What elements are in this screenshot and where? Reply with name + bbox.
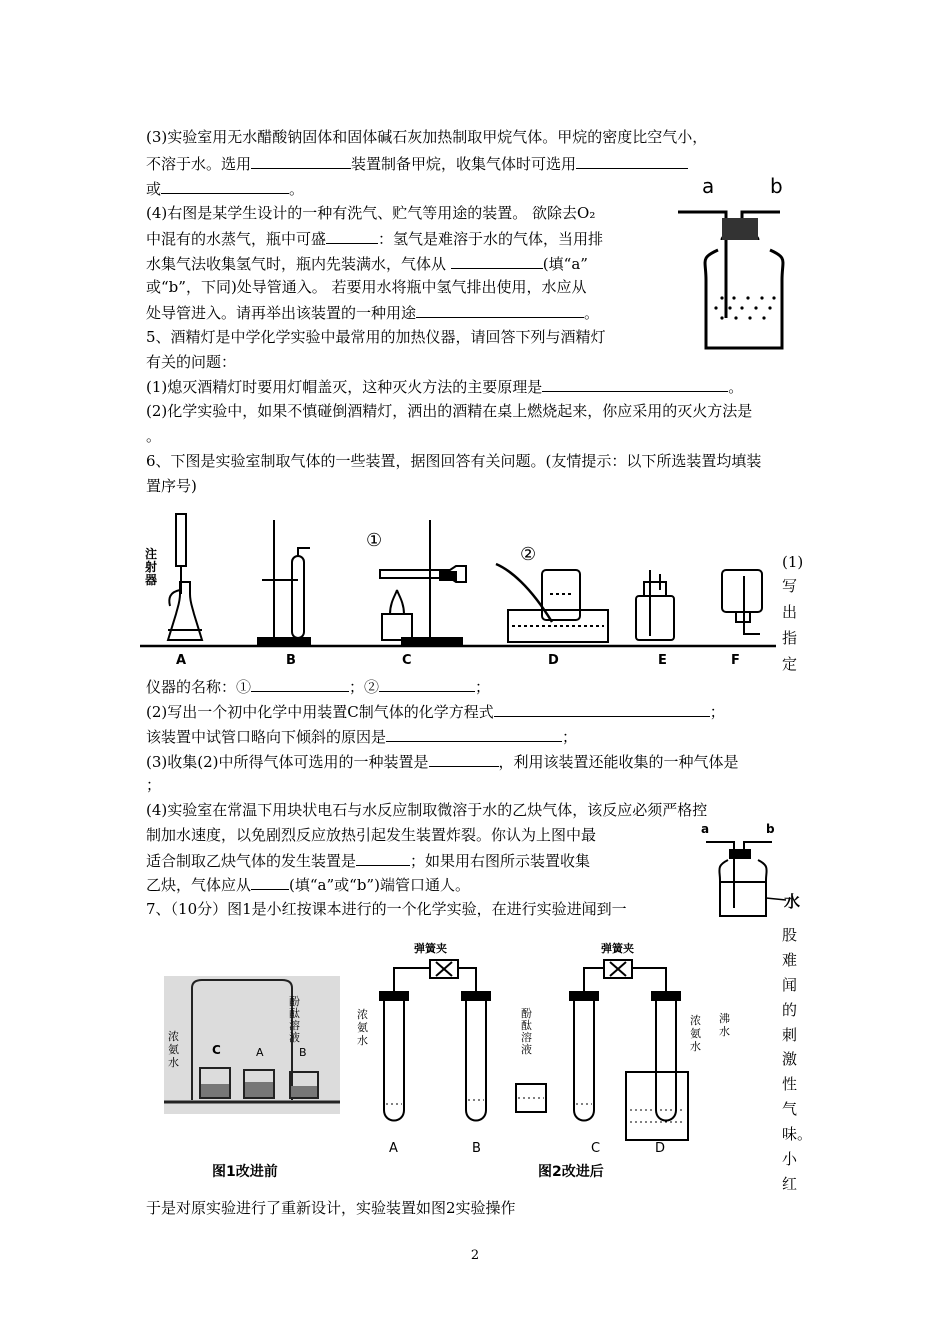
fig1-A-label: A [256, 1046, 264, 1059]
fig1-phenol-label: 酚酞溶液 [289, 995, 300, 1044]
q6-line1: 6、下图是实验室制取气体的一些装置，据图回答有关问题。(友情提示：以下所选装置均填装 [146, 452, 762, 470]
q4-p4-line3: 水集气法收集氢气时，瓶内先装满水，气体从 (填“a” [146, 255, 588, 273]
q4-p4-line1: (4)右图是某学生设计的一种有洗气、贮气等用途的装置。 欲除去O₂ [146, 204, 596, 222]
q5-line3: (1)熄灭酒精灯时要用灯帽盖灭，这种灭火方法的主要原理是 。 [146, 378, 744, 396]
q6-line10: 适合制取乙炔气体的发生装置是 ；如果用右图所示装置收集 [146, 852, 591, 870]
gas-washing-bottle-figure [670, 200, 810, 360]
q5-line4: (2)化学实验中，如果不慎碰倒酒精灯，洒出的酒精在桌上燃烧起来，你应采用的灭火方法是 [146, 402, 753, 420]
answer-blank[interactable] [251, 153, 351, 169]
fig2-A-label: A [389, 1141, 398, 1156]
q4-p4-line5: 处导管进入。请再举出该装置的一种用途 。 [146, 304, 600, 322]
q6-line6: (3)收集(2)中所得气体可选用的一种装置是 ，利用该装置还能收集的一种气体是 [146, 753, 739, 771]
fig2-B-label: B [472, 1141, 481, 1156]
fig2-conc-ammonia-right: 浓氨水 [690, 1014, 701, 1053]
fig2-spring-clip-left: 弹簧夹 [414, 942, 447, 955]
fig1-B-label: B [299, 1046, 307, 1059]
q7-last-line: 于是对原实验进行了重新设计，实验装置如图2实验操作 [146, 1199, 516, 1217]
apparatus-label-E: E [658, 653, 667, 668]
side-char: 性 [782, 1075, 798, 1093]
side-char: 指 [782, 629, 798, 647]
q4-p3-line1: (3)实验室用无水醋酸钠固体和固体碱石灰加热制取甲烷气体。甲烷的密度比空气小， [146, 128, 708, 146]
side-char: 激 [782, 1050, 798, 1068]
q6-line8: (4)实验室在常温下用块状电石与水反应制取微溶于水的乙炔气体，该反应必须严格控 [146, 801, 708, 819]
side-char: 味。 [782, 1125, 813, 1143]
fig1-C-label: C [212, 1043, 221, 1057]
side-char: 小 [782, 1150, 798, 1168]
syringe-label: 注射器 [145, 547, 158, 587]
figure-2-caption: 图2改进后 [538, 1164, 604, 1180]
answer-blank[interactable] [429, 751, 499, 767]
circle-1-label: ① [366, 530, 383, 551]
answer-blank[interactable] [494, 701, 710, 717]
q4-p3-line3: 或 。 [146, 180, 305, 198]
answer-blank[interactable] [326, 228, 378, 244]
q4-p4-line4: 或“b”，下同)处导管通入。 若要用水将瓶中氢气排出使用，水应从 [146, 278, 587, 296]
q6-line2: 置序号) [146, 477, 197, 495]
answer-blank[interactable] [386, 726, 562, 742]
fig2-D-label: D [655, 1141, 666, 1156]
side-char: 股 [782, 926, 798, 944]
figure-1-caption: 图1改进前 [212, 1164, 278, 1180]
fig2-spring-clip-right: 弹簧夹 [601, 942, 634, 955]
q6-line5: 该装置中试管口略向下倾斜的原因是 ； [146, 728, 578, 746]
q6-line4: (2)写出一个初中化学中用装置C制气体的化学方程式 ； [146, 703, 725, 721]
page-number: 2 [470, 1248, 480, 1263]
answer-blank[interactable] [161, 178, 289, 194]
apparatus-label-D: D [548, 653, 559, 668]
q5-line2: 有关的问题： [146, 353, 237, 371]
bottle-a-label: a [701, 822, 710, 836]
answer-blank[interactable] [451, 253, 543, 269]
q5-line5: 。 [146, 427, 162, 445]
apparatus-label-B: B [286, 653, 296, 668]
fig2-phenol-label: 酚酞溶液 [521, 1007, 532, 1056]
fig2-boiling-water-label: 沸水 [719, 1012, 730, 1038]
side-char: 红 [782, 1175, 798, 1193]
apparatus-figure [140, 510, 780, 670]
side-char: 难 [782, 951, 798, 969]
tube-a-label: a [702, 174, 715, 198]
q6-line3: 仪器的名称：① ；② ； [146, 678, 491, 696]
side-char: 闻 [782, 976, 798, 994]
answer-blank[interactable] [416, 302, 584, 318]
fig2-conc-ammonia-left: 浓氨水 [357, 1008, 368, 1047]
q6-line9: 制加水速度，以免剧烈反应放热引起发生装置炸裂。你认为上图中最 [146, 826, 597, 844]
apparatus-label-F: F [731, 653, 740, 668]
q4-p4-line2: 中混有的水蒸气，瓶中可盛 ：氢气是难溶于水的气体，当用排 [146, 230, 604, 248]
apparatus-label-A: A [176, 653, 187, 668]
bottle-b-label: b [766, 822, 775, 836]
side-char: 出 [782, 603, 798, 621]
q6-line11: 乙炔，气体应从 (填“a”或“b”)端管口通人。 [146, 876, 470, 894]
fig2-C-label: C [591, 1141, 601, 1156]
tube-b-label: b [770, 174, 783, 198]
side-char: 的 [782, 1001, 798, 1019]
side-char: 定 [782, 655, 798, 673]
q6-line7: ； [146, 776, 162, 794]
fig1-conc-ammonia-label: 浓氨水 [168, 1030, 179, 1069]
figure-1-image [164, 976, 340, 1114]
answer-blank[interactable] [379, 676, 475, 692]
answer-blank[interactable] [251, 676, 349, 692]
water-bottle-figure [700, 836, 790, 921]
side-char: (1) [782, 553, 804, 571]
answer-blank[interactable] [356, 850, 410, 866]
answer-blank[interactable] [542, 376, 728, 392]
side-char: 写 [782, 577, 798, 595]
water-label: 水 [784, 892, 801, 911]
figure-2-image [350, 950, 690, 1150]
side-char: 气 [782, 1100, 798, 1118]
side-char: 刺 [782, 1026, 798, 1044]
apparatus-label-C: C [402, 653, 412, 668]
q7-line1: 7、（10分）图1是小红按课本进行的一个化学实验，在进行实验进闻到一 [146, 900, 627, 918]
q5-line1: 5、酒精灯是中学化学实验中最常用的加热仪器，请回答下列与酒精灯 [146, 328, 606, 346]
answer-blank[interactable] [251, 874, 289, 890]
answer-blank[interactable] [576, 153, 688, 169]
q4-p3-line2: 不溶于水。选用 装置制备甲烷，收集气体时可选用 [146, 153, 688, 174]
circle-2-label: ② [520, 544, 537, 565]
